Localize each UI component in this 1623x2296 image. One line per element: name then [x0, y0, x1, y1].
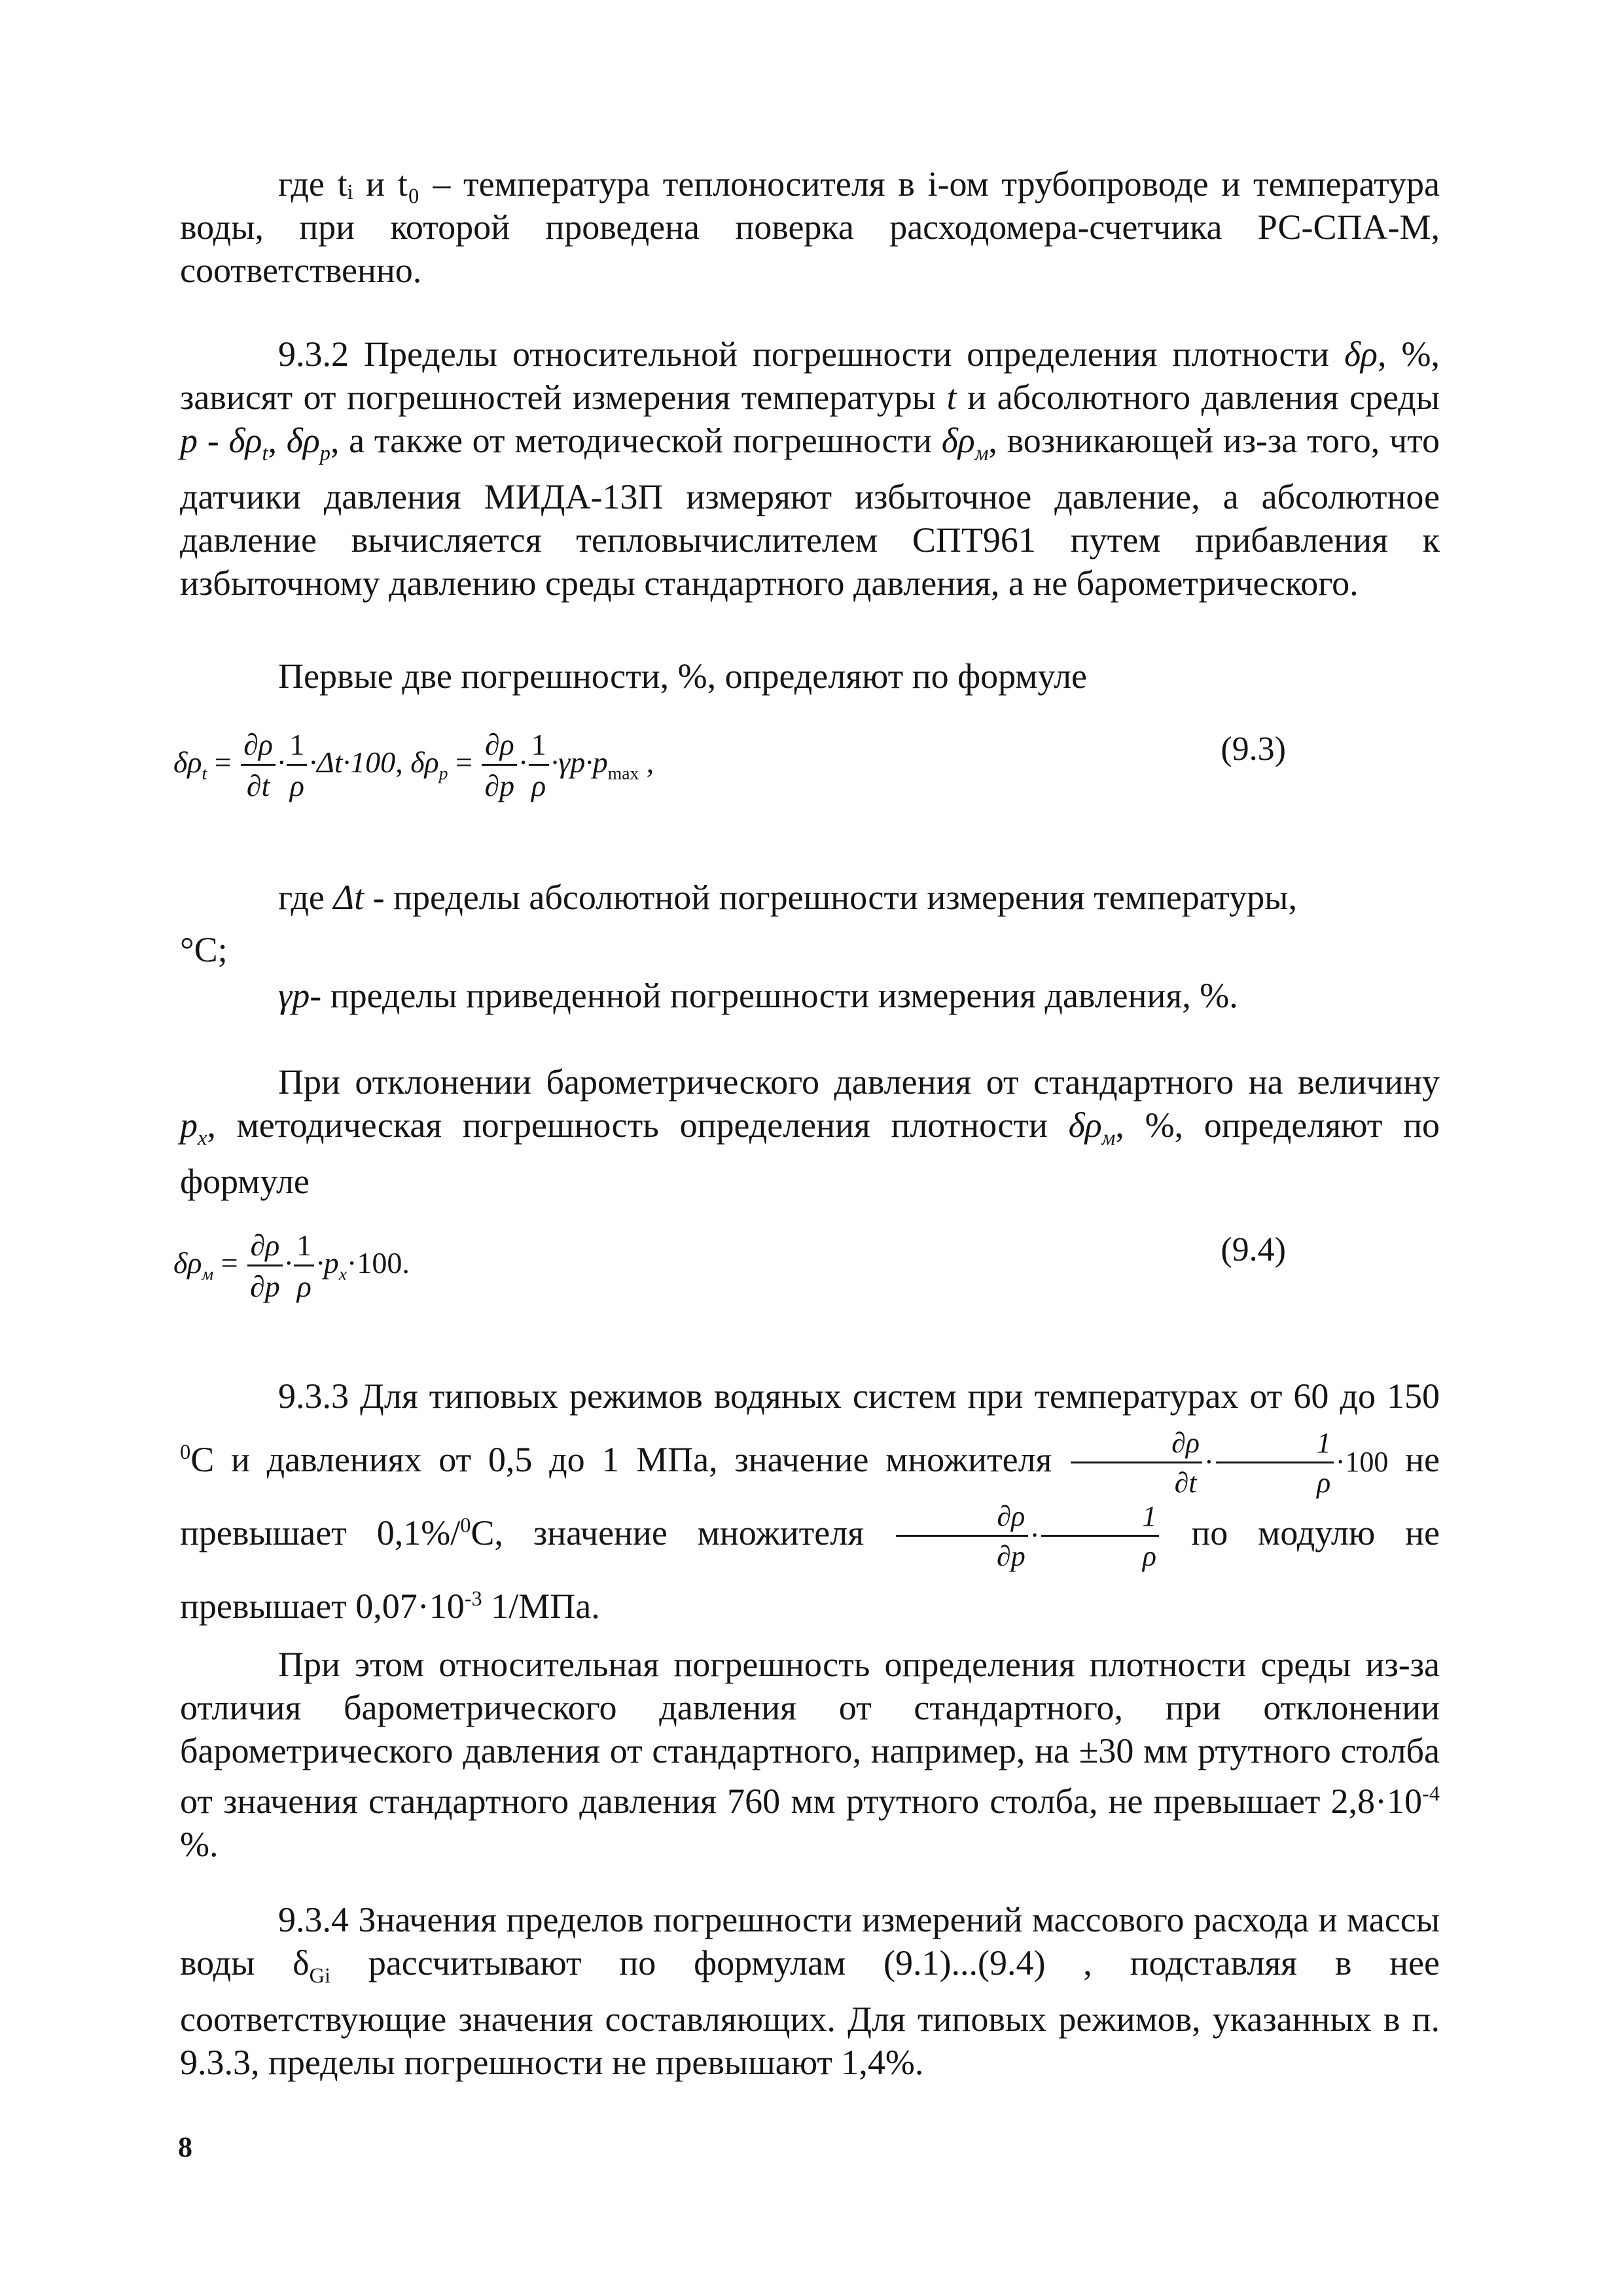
formula-subscript: max [607, 762, 639, 783]
formula-tail: ·100. [347, 1246, 410, 1280]
paragraph-where-temperatures [180, 162, 1440, 292]
where-delta-t [278, 876, 1297, 919]
formula-subscript: x [338, 1263, 348, 1284]
text-segment: 9.3.3 Для типовых режимов водяных систем при температурах от 60 до 150 [278, 1376, 1440, 1416]
text-segment: %. [180, 1825, 219, 1864]
fraction-numerator: ∂ρ [896, 1502, 1028, 1537]
fraction-denominator: ρ [531, 769, 546, 802]
fraction-denominator: ρ [296, 1270, 312, 1303]
paragraph-9-3-3: 9.3.3 Для типовых режимов водяных систем при температурах от 60 до 150 $^0$С и давлениях от 0,5 до 1 МПа, значение множителя $\frac{\partial\rho}{\partial t}$ · $\frac{1}{\rho}$ ·100 не превышает 0,1%/$^0$С, значение множителя $\frac{\partial\rho}{\partial p}$ · $\frac{1}{\rho}$ по модулю не превышает $0,07\cdot 10^{-3}$ 1/МПа. [180, 1376, 1440, 1626]
separator: , [395, 745, 411, 780]
text-segment: , а также от методической погрешности [330, 421, 942, 460]
equals-sign: = [213, 1246, 246, 1280]
fraction [1216, 1429, 1334, 1498]
text-segment: При этом относительная погрешность определения плотности среды из-за отличия барометрического давления от стандартного, при отклонении барометрического давления от стандартного, например, на ±30 мм ртутного столба от значения стандартного давления 760 мм ртутного столба, не превышает 2,8·10 [180, 1645, 1440, 1821]
text-segment: , %, определяют по формуле [180, 1105, 1440, 1201]
fraction-denominator: ρ [1142, 1540, 1156, 1573]
symbol-delta-rho-t: δρ [228, 421, 262, 460]
text-segment: При отклонении барометрического давления от стандартного на величину [278, 1062, 1440, 1102]
text-segment: - пределы абсолютной погрешности измерения температуры, [364, 878, 1297, 917]
equation-number: (9.3) [1221, 730, 1286, 768]
where-gamma-p [278, 974, 1238, 1017]
degree-superscript: 0 [180, 1441, 191, 1464]
text-segment: 1/МПа. [482, 1587, 600, 1626]
fraction [1071, 1429, 1202, 1498]
fraction [241, 730, 276, 801]
equals-sign: = [207, 745, 240, 780]
symbol-delta-rho: δρ [1344, 334, 1378, 374]
fraction-denominator: ∂p [250, 1270, 280, 1303]
formula-tail: ·p [316, 1246, 339, 1280]
fraction [247, 1230, 283, 1302]
text-segment: по модулю не превышает 0,07·10 [180, 1513, 1440, 1626]
fraction-denominator: ρ [289, 769, 304, 802]
fraction-denominator: ∂p [484, 769, 515, 802]
text-segment: С и давлениях от 0,5 до 1 МПа, значение множителя [190, 1440, 1069, 1479]
formula-subscript: p [438, 762, 448, 783]
text-segment: не превышает 0,1%/ [180, 1440, 1440, 1553]
symbol-t: t [946, 378, 957, 417]
text-segment: °C; [180, 930, 228, 969]
text-segment: , методическая погрешность определения плотности [207, 1105, 1069, 1145]
fraction-numerator: 1 [1216, 1429, 1334, 1463]
formula-subscript: м [202, 1263, 214, 1284]
fraction [529, 730, 549, 801]
formula-9-4: $\delta\rho_м$ = $\frac{\partial\rho}{\partial p}$ · $\frac{1}{\rho}$ $\cdot p_x\cdot 100$. (9.4) [173, 1229, 1286, 1303]
formula-lhs: δρ [173, 745, 202, 780]
fraction-numerator: ∂ρ [247, 1230, 283, 1266]
fraction-denominator: ρ [1317, 1467, 1331, 1499]
subscript-gi: Gi [309, 1964, 331, 1988]
text-segment: - пределы приведенной погрешности измерения давления, %. [310, 976, 1238, 1015]
symbol-delta-t: Δt [333, 878, 365, 917]
formula-lhs: δρ [173, 1246, 202, 1280]
fraction-numerator: 1 [294, 1230, 314, 1266]
symbol-gamma-p: γp [278, 976, 310, 1015]
text-segment: и абсолютного давления среды [956, 378, 1440, 417]
fraction [287, 730, 307, 801]
equals-sign: = [448, 745, 480, 780]
paragraph-deviation [180, 1060, 1440, 1203]
paragraph-9-3-3-continued [180, 1643, 1440, 1866]
formula-tail: ·Δt·100 [309, 745, 396, 780]
text-segment: , [268, 421, 287, 460]
paragraph-9-3-2 [180, 332, 1440, 605]
fraction-numerator: 1 [287, 730, 307, 766]
fraction-denominator: ∂t [246, 769, 270, 802]
text-segment: , возникающей из-за того, что датчики давления МИДА-13П измеряют избыточное давление, а абсолютное давление вычисляется тепловычислителем СПТ961 путем прибавления к избыточному давлению среды стандартного давления, а не барометрического. [180, 421, 1440, 603]
fraction-denominator: ∂p [996, 1540, 1026, 1573]
symbol-p: p [180, 421, 198, 460]
multiplier-tail: ·100 [1335, 1446, 1389, 1478]
text-segment: 9.3.4 Значения пределов погрешности измерений массового расхода и массы воды δ [180, 1900, 1440, 1982]
formula-tail: ·γp·p [550, 745, 608, 780]
subscript-m: м [974, 441, 989, 465]
subscript-t: t [262, 441, 268, 465]
text-segment: , %, зависят от погрешностей измерения температуры [180, 334, 1440, 417]
text-segment: Первые две погрешности, %, определяют по формуле [278, 656, 1088, 696]
symbol-delta-rho-m: δρ [1068, 1105, 1102, 1145]
formula-subscript: t [202, 762, 207, 783]
fraction [294, 1230, 314, 1302]
fraction-numerator: 1 [1041, 1502, 1159, 1537]
text-segment: - [198, 421, 229, 460]
text-segment: С, значение множителя [471, 1513, 894, 1553]
fraction [482, 730, 517, 801]
formula-9-3: $\delta\rho_t$ = $\frac{\partial\rho}{\partial t}$ · $\frac{1}{\rho}$ ·Δt·100, $\delta\rho_p$ = $\frac{\partial\rho}{\partial p}$ · $\frac{1}{\rho}$ $\cdot\gamma p\cdot p_{max}$ , (9.3) [173, 728, 1286, 802]
fraction-numerator: ∂ρ [1071, 1429, 1202, 1463]
fraction-numerator: ∂ρ [482, 730, 517, 766]
subscript-x: x [198, 1126, 207, 1150]
subscript-p: p [319, 441, 330, 465]
fraction [1041, 1502, 1159, 1571]
paragraph-first-two [180, 655, 1440, 698]
paragraph-text: где tᵢ и t₀ – температура теплоносителя в i-ом трубопроводе и температура воды, при которой проведена поверка расходомера-счетчика РС-СПА-М, соответственно. [180, 164, 1440, 290]
fraction-denominator: ∂t [1174, 1467, 1197, 1499]
fraction [896, 1502, 1028, 1571]
symbol-delta-rho-m: δρ [941, 421, 975, 460]
equation-number: (9.4) [1221, 1231, 1286, 1268]
fraction-numerator: ∂ρ [241, 730, 276, 766]
paragraph-9-3-4 [180, 1898, 1440, 2084]
symbol-delta-rho-p: δρ [286, 421, 320, 460]
text-segment: 9.3.2 Пределы относительной погрешности определения плотности [278, 334, 1344, 374]
separator: , [639, 745, 654, 780]
degree-superscript: 0 [460, 1514, 471, 1538]
symbol-p-x: p [180, 1105, 198, 1145]
unit-celsius [180, 928, 228, 971]
text-segment: где [278, 878, 334, 917]
text-segment: рассчитывают по формулам (9.1)...(9.4) , подставляя в нее соответствующие значения составляющих. Для типовых режимов, указанных в п. 9.3.3, пределы погрешности не превышают 1,4%. [180, 1943, 1440, 2082]
page-number: 8 [178, 2131, 192, 2163]
subscript-m: м [1101, 1126, 1116, 1150]
fraction-numerator: 1 [529, 730, 549, 766]
formula-lhs: δρ [410, 745, 439, 780]
exponent: -3 [464, 1587, 482, 1611]
exponent: -4 [1422, 1782, 1440, 1806]
